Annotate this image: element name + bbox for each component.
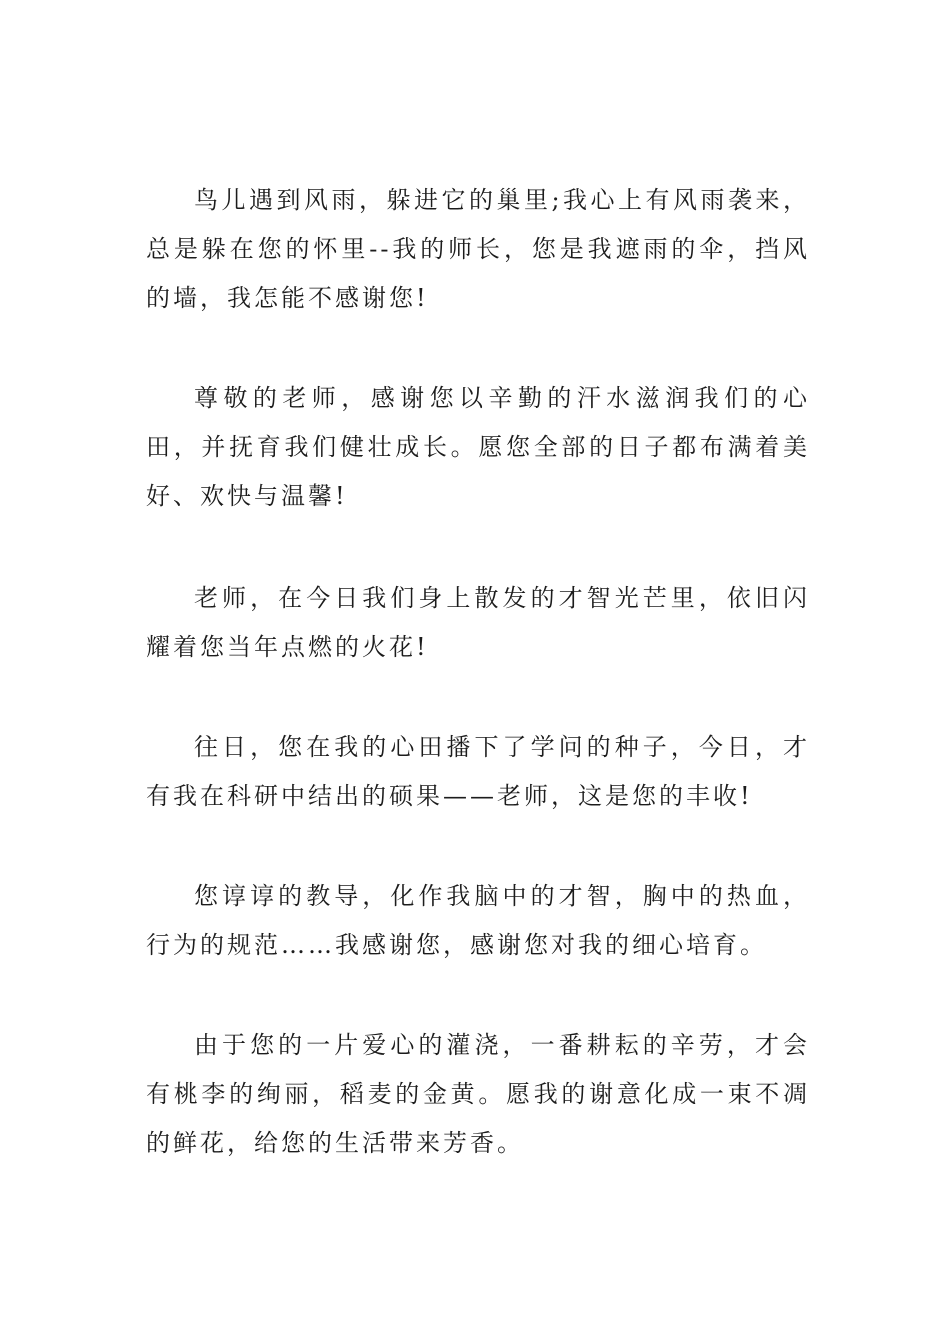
paragraph-3: 老师，在今日我们身上散发的才智光芒里，依旧闪耀着您当年点燃的火花!	[146, 584, 810, 661]
paragraph-1: 鸟儿遇到风雨，躲进它的巢里;我心上有风雨袭来，总是躲在您的怀里--我的师长，您是我遮雨的伞，挡风的墙，我怎能不感谢您!	[146, 186, 810, 312]
paragraph-2: 尊敬的老师，感谢您以辛勤的汗水滋润我们的心田，并抚育我们健壮成长。愿您全部的日子都布满着美好、欢快与温馨!	[146, 384, 810, 510]
paragraph-6: 由于您的一片爱心的灌浇，一番耕耘的辛劳，才会有桃李的绚丽，稻麦的金黄。愿我的谢意化成一束不凋的鲜花，给您的生活带来芳香。	[146, 1031, 810, 1157]
paragraph-4: 往日，您在我的心田播下了学问的种子，今日，才有我在科研中结出的硕果——老师，这是您的丰收!	[146, 733, 810, 810]
paragraph-5: 您谆谆的教导，化作我脑中的才智，胸中的热血，行为的规范……我感谢您，感谢您对我的细心培育。	[146, 882, 810, 959]
